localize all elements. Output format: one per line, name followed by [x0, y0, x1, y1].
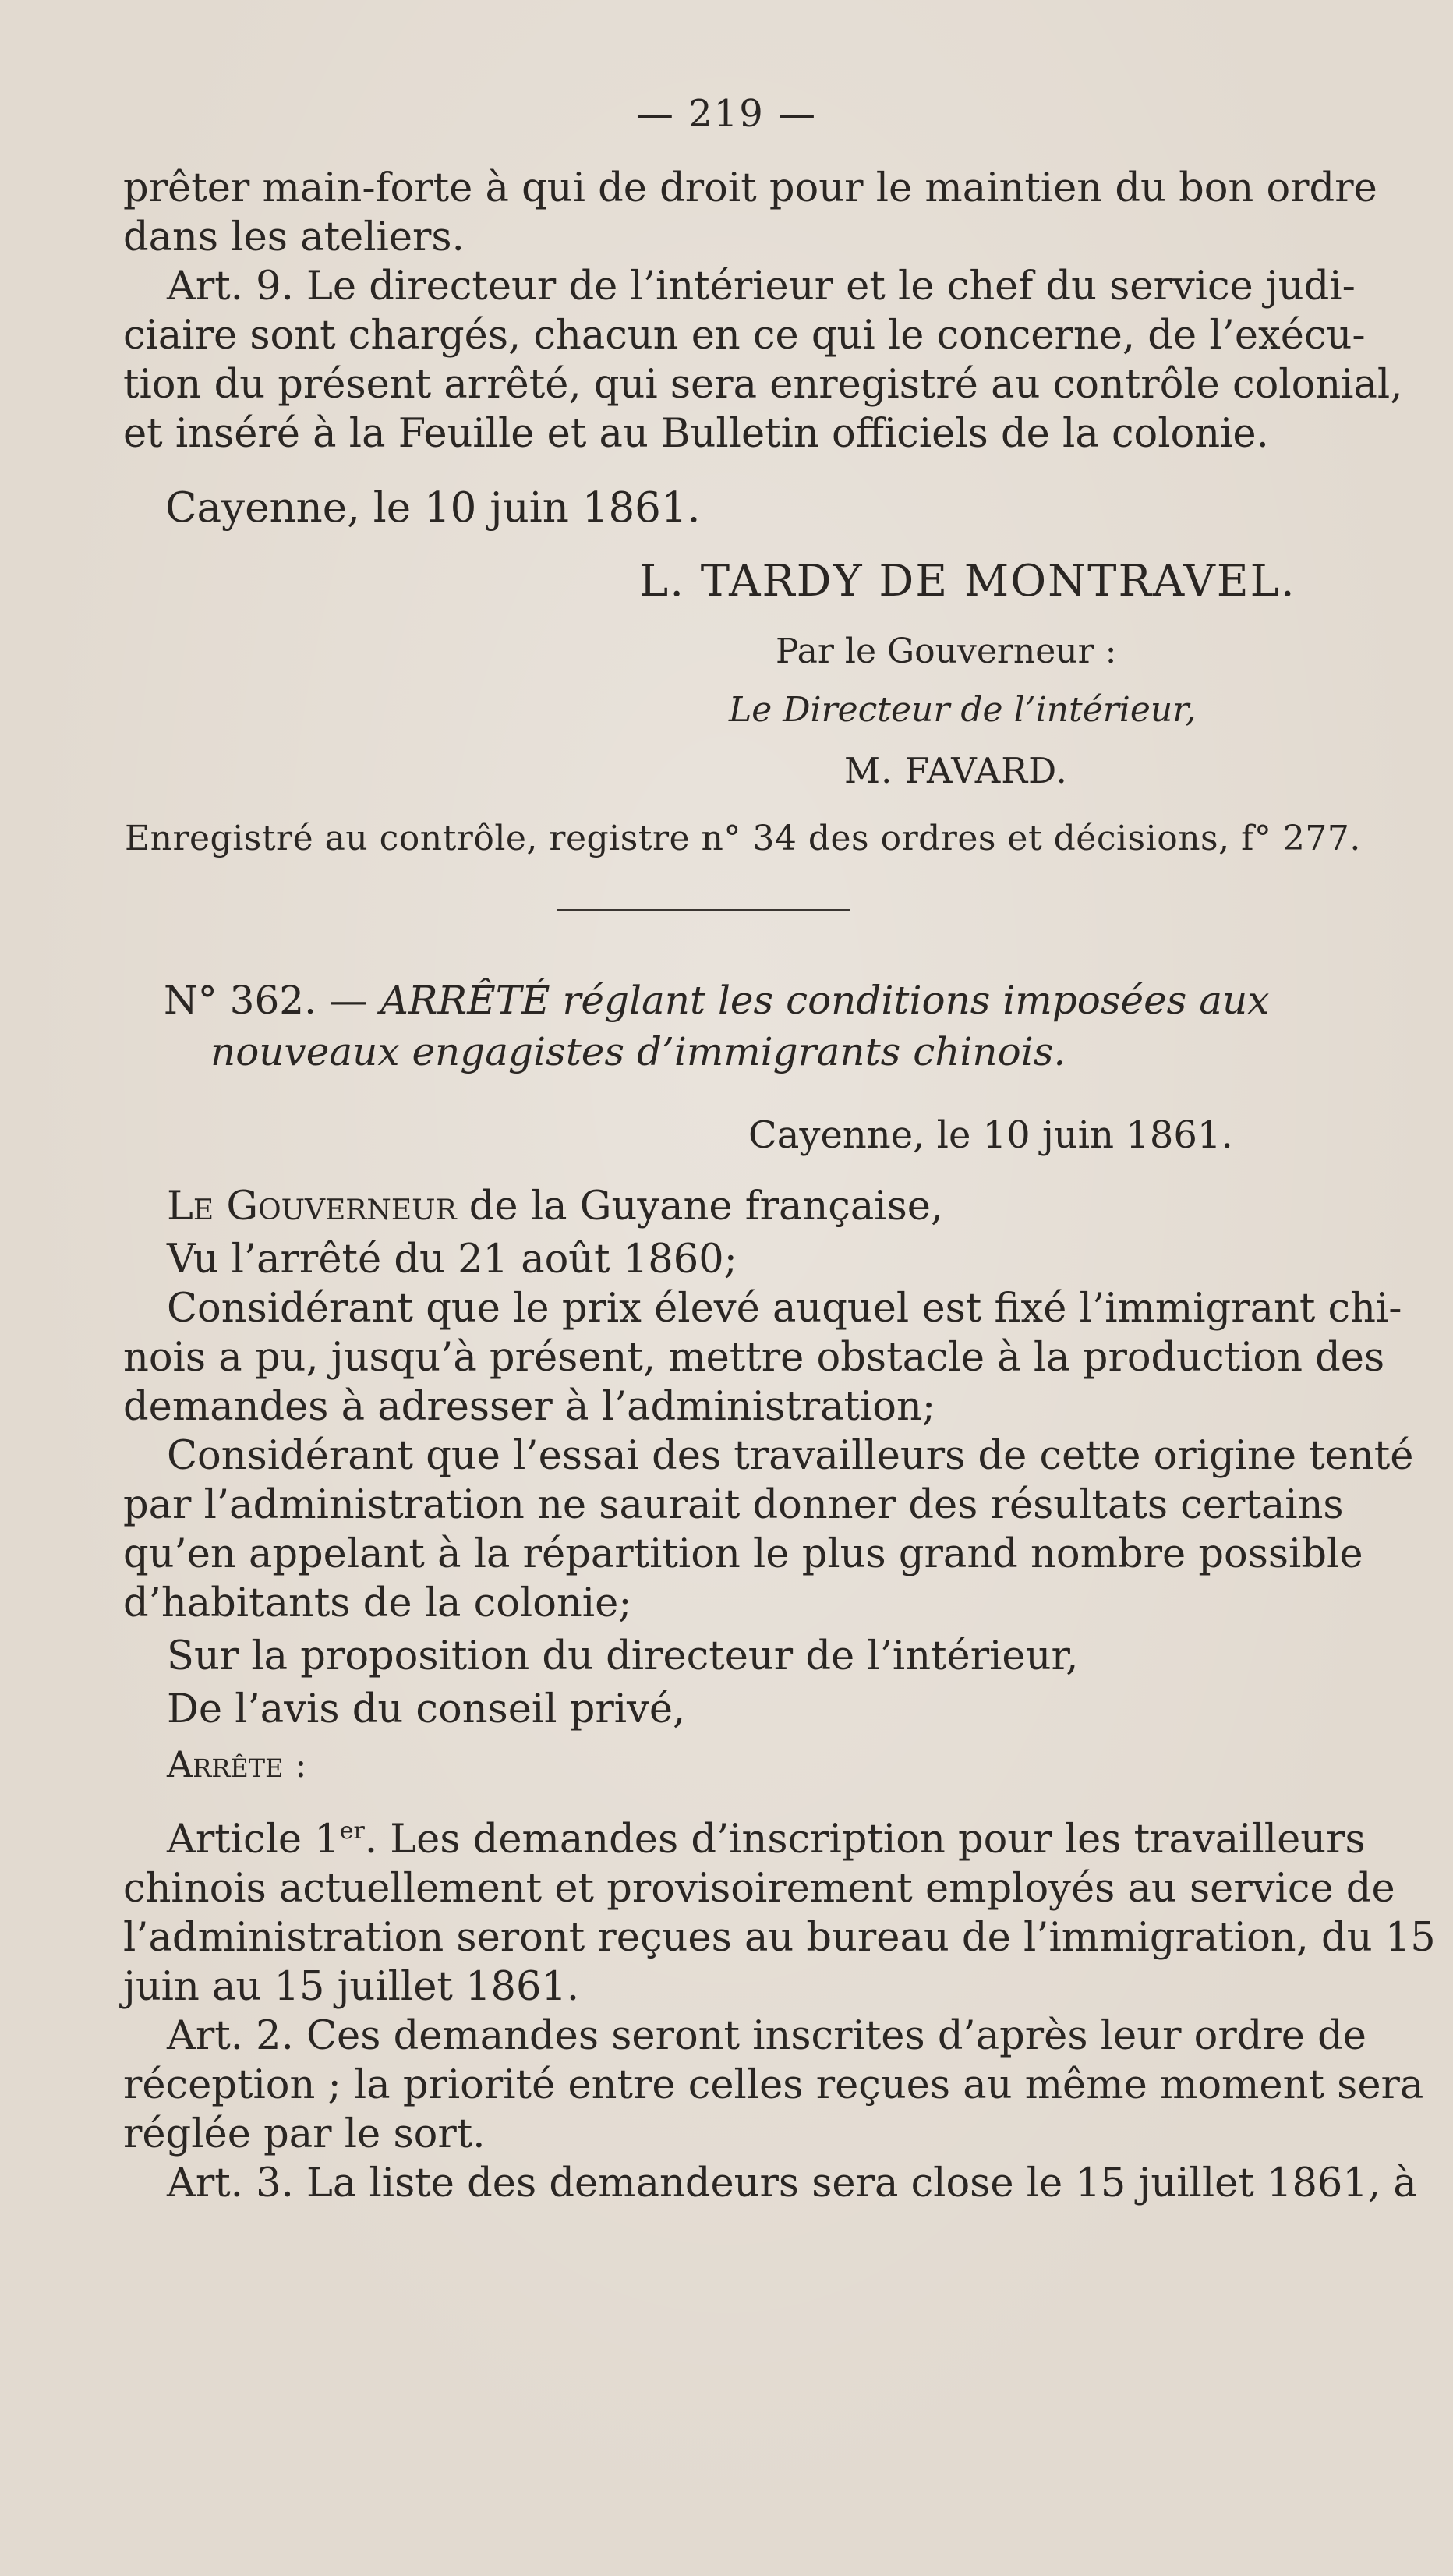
text-line: dans les ateliers. [123, 214, 465, 260]
vu-line: Vu l’arrêté du 21 août 1860; [167, 1237, 737, 1283]
arrete-number: N° 362. [164, 978, 316, 1023]
text-line: nois a pu, jusqu’à présent, mettre obstacle à la production des [123, 1335, 1385, 1381]
article-1-text: . Les demandes d’inscription pour les travailleurs [364, 1817, 1366, 1863]
signature-date [165, 483, 1344, 533]
text-line: réglée par le sort. [123, 2111, 486, 2157]
text-line: l’administration seront reçues au bureau de l’immigration, du 15 [123, 1915, 1436, 1961]
arrete-title-line-2: nouveaux engagistes d’immigrants chinois. [210, 1029, 1066, 1074]
par-le-gouverneur: Par le Gouverneur : [776, 632, 1117, 671]
directeur-title: Le Directeur de l’intérieur, [729, 690, 1197, 730]
text-line: prêter main-forte à qui de droit pour le maintien du bon ordre [123, 165, 1377, 211]
gouverneur-prefix: Le Gouverneur [167, 1184, 457, 1230]
article-1-prefix: Article 1 [167, 1817, 340, 1863]
article-1-superscript: er [339, 1817, 365, 1845]
article-1-first-line [123, 1806, 1366, 1864]
previous-arrete-ending [123, 164, 1403, 458]
gouverneur-rest: de la Guyane française, [456, 1184, 944, 1230]
text-line: réception ; la priorité entre celles reçues au même moment sera [123, 2062, 1424, 2108]
text-line: par l’administration ne saurait donner des résultats certains [123, 1482, 1344, 1528]
text-line: chinois actuellement et provisoirement employés au service de [123, 1866, 1395, 1912]
heading-dash: — [328, 978, 368, 1023]
date-line: Cayenne, le 10 juin 1861. [165, 484, 701, 532]
arrete-heading [164, 975, 1269, 1026]
arrete-title-rest: réglant les conditions imposées aux [562, 978, 1270, 1023]
governor-signature: L. TARDY DE MONTRAVEL. [639, 556, 1296, 607]
gouverneur-line [123, 1182, 1302, 1231]
article-3-line: Art. 3. La liste des demandeurs sera close le 15 juillet 1861, à [167, 2160, 1417, 2206]
article-2-line: Art. 2. Ces demandes seront inscrites d’après leur ordre de [167, 2013, 1366, 2059]
section-divider [557, 909, 850, 911]
avis-line: De l’avis du conseil privé, [167, 1686, 686, 1732]
registration-note: Enregistré au contrôle, registre n° 34 des ordres et décisions, f° 277. [125, 819, 1361, 858]
text-line: d’habitants de la colonie; [123, 1580, 632, 1626]
considerant-1-line: Considérant que le prix élevé auquel est fixé l’immigrant chi- [167, 1286, 1402, 1332]
text-line: demandes à adresser à l’administration; [123, 1384, 936, 1430]
arrete-label: Arrête : [167, 1743, 307, 1785]
text-line: juin au 15 juillet 1861. [123, 1964, 580, 2010]
arrete-title-word: ARRÊTÉ [380, 978, 550, 1023]
text-line: qu’en appelant à la répartition le plus grand nombre possible [123, 1531, 1363, 1577]
text-line: et inséré à la Feuille et au Bulletin officiels de la colonie. [123, 411, 1269, 457]
arrete-body [123, 1182, 1436, 2208]
considerant-2-line: Considérant que l’essai des travailleurs de cette origine tenté [167, 1433, 1414, 1479]
text-line: tion du présent arrêté, qui sera enregistré au contrôle colonial, [123, 362, 1403, 408]
favard-signature: M. FAVARD. [844, 750, 1068, 791]
article-9-line: Art. 9. Le directeur de l’intérieur et le chef du service judi- [167, 264, 1356, 310]
page-number: — 219 — [635, 92, 818, 136]
proposition-line: Sur la proposition du directeur de l’intérieur, [167, 1633, 1079, 1679]
arrete-date: Cayenne, le 10 juin 1861. [748, 1113, 1233, 1157]
text-line: ciaire sont chargés, chacun en ce qui le concerne, de l’exécu- [123, 313, 1366, 359]
